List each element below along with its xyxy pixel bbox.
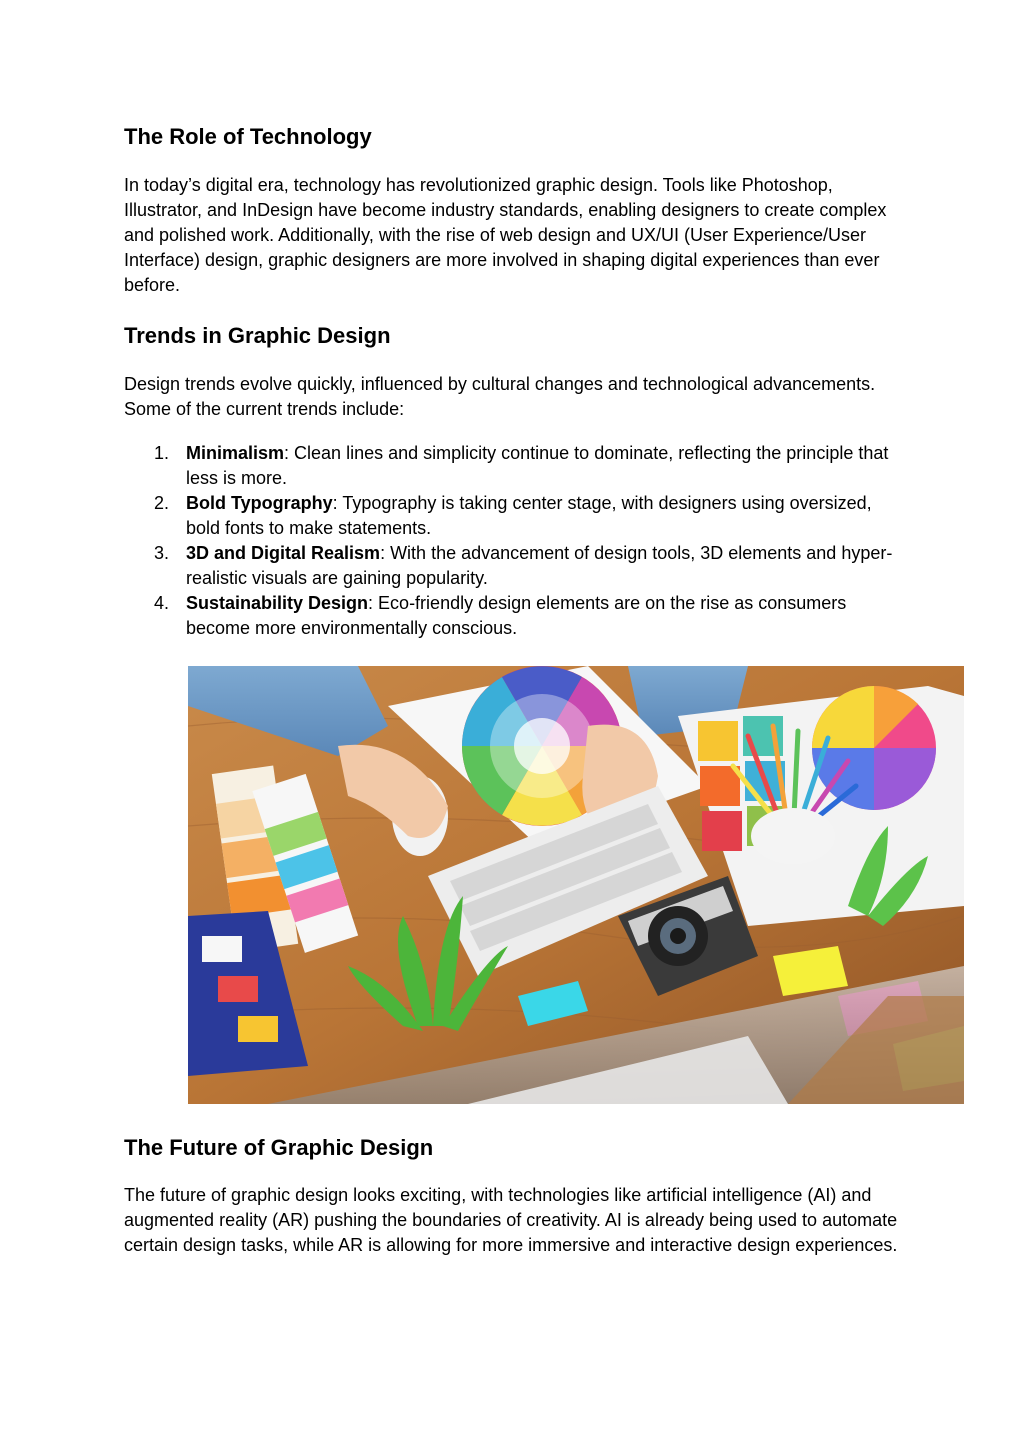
list-term: Minimalism [186,443,285,463]
list-number: 3. [154,543,170,563]
list-term: Bold Typography [186,493,333,513]
list-item [124,591,904,641]
list-text: : Eco-friendly design elements are on the rise as consumers become more environmentally conscious. [186,593,847,638]
trends-list [124,441,904,641]
paragraph-future: The future of graphic design looks exciting, with technologies like artificial intelligence (AI) and augmented reality (AR) pushing the boundaries of creativity. AI is already being used to automate certain design tasks, while AR is allowing for more immersive and interactive design experiences. [124,1185,898,1255]
pie-color-chart-icon [812,686,936,810]
list-term: Sustainability Design [186,593,369,613]
list-item [124,441,904,491]
list-number: 1. [154,443,170,463]
list-item [124,541,904,591]
list-text: : Clean lines and simplicity continue to dominate, reflecting the principle that less is more. [186,443,889,488]
heading-role-of-technology: The Role of Technology [124,124,372,149]
paragraph-trends-intro: Design trends evolve quickly, influenced by cultural changes and technological advancements. Some of the current trends include: [124,374,876,419]
list-text: : With the advancement of design tools, 3D elements and hyper-realistic visuals are gaining popularity. [186,543,893,588]
list-item [124,491,904,541]
heading-future: The Future of Graphic Design [124,1135,434,1160]
list-number: 4. [154,593,170,613]
heading-trends: Trends in Graphic Design [124,323,391,348]
paragraph-technology: In today’s digital era, technology has revolutionized graphic design. Tools like Photoshop, Illustrator, and InDesign have become industry standards, enabling designers to create complex and polished work. Additionally, with the rise of web design and UX/UI (User Experience/User Interface) design, graphic designers are more involved in shaping digital experiences than ever before. [124,175,887,295]
list-text: : Typography is taking center stage, with designers using oversized, bold fonts to make statements. [186,493,872,538]
list-number: 2. [154,493,170,513]
list-term: 3D and Digital Realism [186,543,381,563]
designer-desk-photo [188,666,964,1104]
